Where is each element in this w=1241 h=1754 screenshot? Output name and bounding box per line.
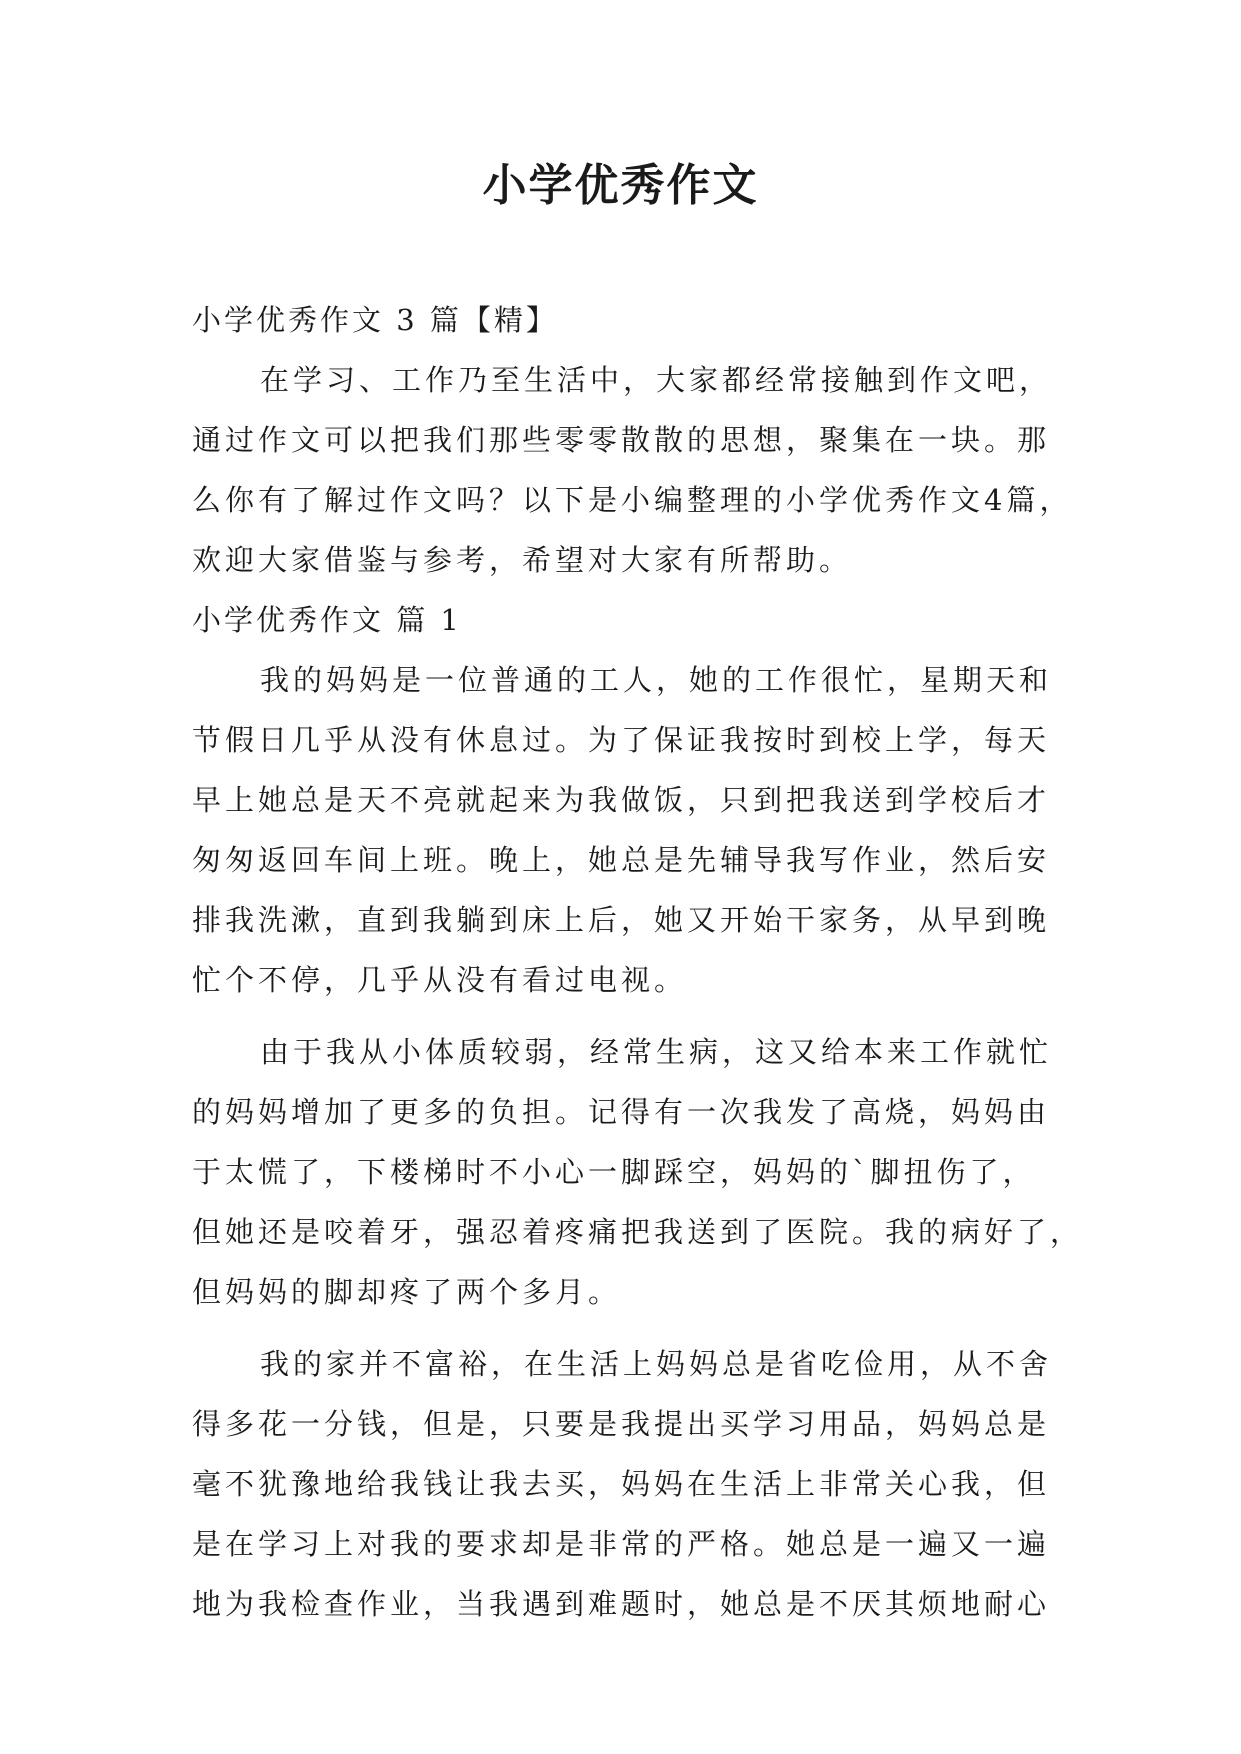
- paragraph-line: 忙个不停，几乎从没有看过电视。: [192, 963, 688, 997]
- paragraph-line: 是在学习上对我的要求却是非常的严格。她总是一遍又一遍: [192, 1527, 1051, 1561]
- paragraph-line: 早上她总是天不亮就起来为我做饭，只到把我送到学校后才: [192, 783, 1051, 817]
- paragraph-line: 欢迎大家借鉴与参考，希望对大家有所帮助。: [192, 543, 853, 577]
- intro-paragraph: [192, 350, 1073, 590]
- document-subtitle: 小学优秀作文 3 篇【精】: [192, 303, 558, 337]
- paragraph-line: 我的妈妈是一位普通的工人，她的工作很忙，星期天和: [260, 663, 1053, 697]
- paragraph-line: 地为我检查作业，当我遇到难题时，她总是不厌其烦地耐心: [192, 1587, 1051, 1621]
- paragraph-line: 于太慌了，下楼梯时不小心一脚踩空，妈妈的`脚扭伤了，: [192, 1155, 1036, 1189]
- paragraph-1: [192, 650, 1054, 1010]
- paragraph-line: 我的家并不富裕，在生活上妈妈总是省吃俭用，从不舍: [260, 1347, 1053, 1381]
- document-title: 小学优秀作文: [482, 160, 759, 211]
- paragraph-2: [192, 1022, 1084, 1322]
- paragraph-line: 在学习、工作乃至生活中，大家都经常接触到作文吧，: [260, 363, 1053, 397]
- paragraph-line: 么你有了解过作文吗？以下是小编整理的小学优秀作文4篇，: [192, 483, 1073, 517]
- paragraph-line: 得多花一分钱，但是，只要是我提出买学习用品，妈妈总是: [192, 1407, 1051, 1441]
- paragraph-3: [192, 1334, 1054, 1634]
- paragraph-line: 节假日几乎从没有休息过。为了保证我按时到校上学，每天: [192, 723, 1051, 757]
- document-body: [192, 290, 1084, 1634]
- section-heading: 小学优秀作文 篇 1: [192, 603, 462, 637]
- paragraph-line: 由于我从小体质较弱，经常生病，这又给本来工作就忙: [260, 1035, 1053, 1069]
- paragraph-line: 毫不犹豫地给我钱让我去买，妈妈在生活上非常关心我，但: [192, 1467, 1051, 1501]
- paragraph-line: 通过作文可以把我们那些零零散散的思想，聚集在一块。那: [192, 423, 1051, 457]
- paragraph-line: 匆匆返回车间上班。晚上，她总是先辅导我写作业，然后安: [192, 843, 1051, 877]
- paragraph-line: 的妈妈增加了更多的负担。记得有一次我发了高烧，妈妈由: [192, 1095, 1051, 1129]
- paragraph-line: 排我洗漱，直到我躺到床上后，她又开始干家务，从早到晚: [192, 903, 1051, 937]
- paragraph-line: 但妈妈的脚却疼了两个多月。: [192, 1275, 622, 1309]
- paragraph-line: 但她还是咬着牙，强忍着疼痛把我送到了医院。我的病好了，: [192, 1215, 1084, 1249]
